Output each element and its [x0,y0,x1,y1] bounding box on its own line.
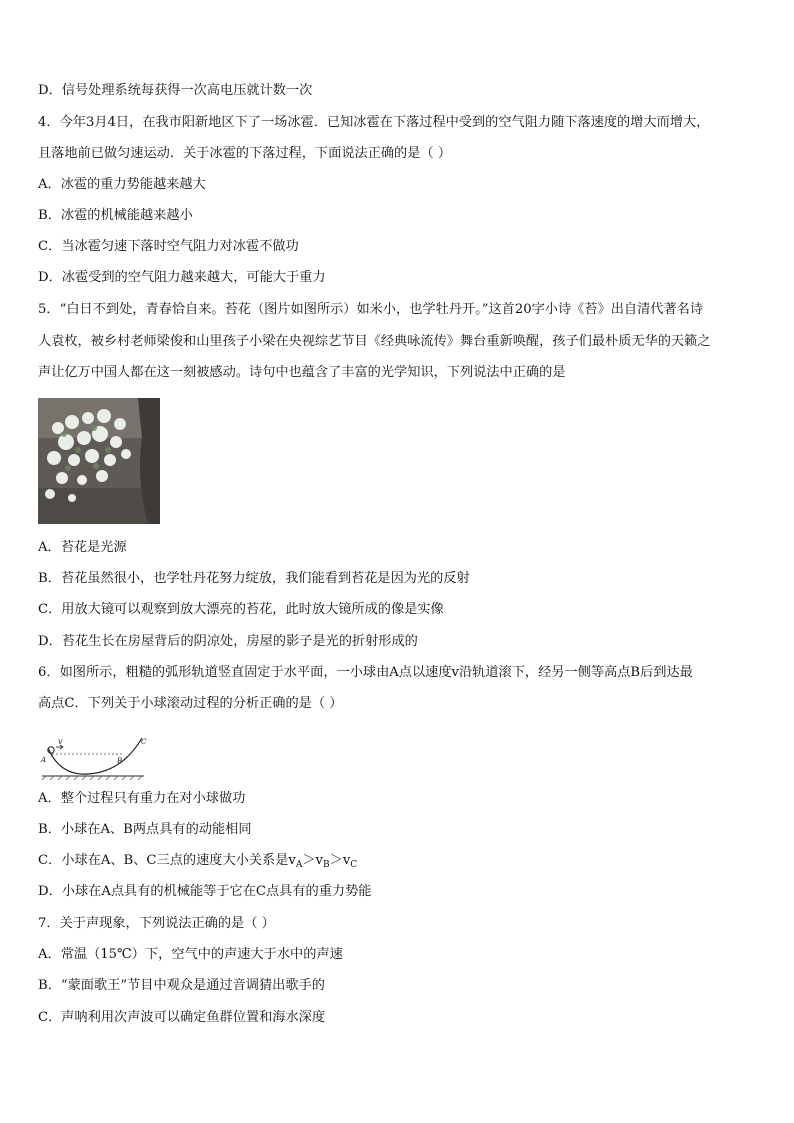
q5-option-a: A．苔花是光源 [38,540,127,555]
question-7-line-1: 7．关于声现象，下列说法正确的是（ ） [38,916,275,931]
question-6-line-1: 6．如图所示，粗糙的弧形轨道竖直固定于水平面，一小球由A点以速度v沿轨道滚下，经另一侧等高点B后到达最 [38,665,693,680]
q4-option-b: B．冰雹的机械能越来越小 [38,208,193,223]
point-c-label: C [141,738,147,746]
q6-option-a: A．整个过程只有重力在对小球做功 [38,791,246,806]
question-6-line-2: 高点C．下列关于小球滚动过程的分析正确的是（ ） [38,696,343,711]
q6-option-c-text: C．小球在A、B、C三点的速度大小关系是 [38,853,289,868]
q5-option-d: D．苔花生长在房屋背后的阴凉处，房屋的影子是光的折射形成的 [38,634,418,649]
question-5-line-1: 5．“白日不到处，青春恰自来。苔花（图片如图所示）如米小，也学牡丹开。”这首20字小诗《苔》出自清代著名诗 [38,302,704,317]
q4-option-c: C．当冰雹匀速下落时空气阻力对冰雹不做功 [38,239,299,254]
q5-option-b: B．苔花虽然很小，也学牡丹花努力绽放，我们能看到苔花是因为光的反射 [38,571,470,586]
q5-option-c: C．用放大镜可以观察到放大漂亮的苔花，此时放大镜所成的像是实像 [38,602,444,617]
speed-relation-formula: $v_A>v_B>v_C$ [288,853,358,870]
line-d3: D．信号处理系统每获得一次高电压就计数一次 [38,83,313,98]
q4-option-d: D．冰雹受到的空气阻力越来越大，可能大于重力 [38,270,326,285]
q7-option-a: A．常温（15℃）下，空气中的声速大于水中的声速 [38,947,343,962]
arc-track-figure [38,732,148,786]
q7-option-c: C．声呐利用次声波可以确定鱼群位置和海水深度 [38,1010,326,1025]
q7-option-b: B．“蒙面歌王”节目中观众是通过音调猜出歌手的 [38,978,325,993]
point-a-label: A [41,756,47,764]
question-4-line-1: 4．今年3月4日，在我市阳新地区下了一场冰雹．已知冰雹在下落过程中受到的空气阻力随下落速度的增大而增大， [38,115,710,130]
q6-option-b: B．小球在A、B两点具有的动能相同 [38,822,252,837]
question-4-line-2: 且落地前已做匀速运动．关于冰雹的下落过程，下面说法正确的是（ ） [38,146,452,161]
velocity-label: v [58,737,63,746]
moss-flower-photo [38,398,160,524]
q6-option-c [38,851,357,875]
question-5-line-3: 声让亿万中国人都在这一刻被感动。诗句中也蕴含了丰富的光学知识，下列说法中正确的是 [38,365,566,380]
question-5-line-2: 人袁枚，被乡村老师梁俊和山里孩子小梁在央视综艺节目《经典咏流传》舞台重新唤醒，孩子们最朴质无华的天籁之 [38,334,711,349]
q4-option-a: A．冰雹的重力势能越来越大 [38,177,206,192]
point-b-label: B [117,757,123,765]
q6-option-d: D．小球在A点具有的机械能等于它在C点具有的重力势能 [38,884,372,899]
